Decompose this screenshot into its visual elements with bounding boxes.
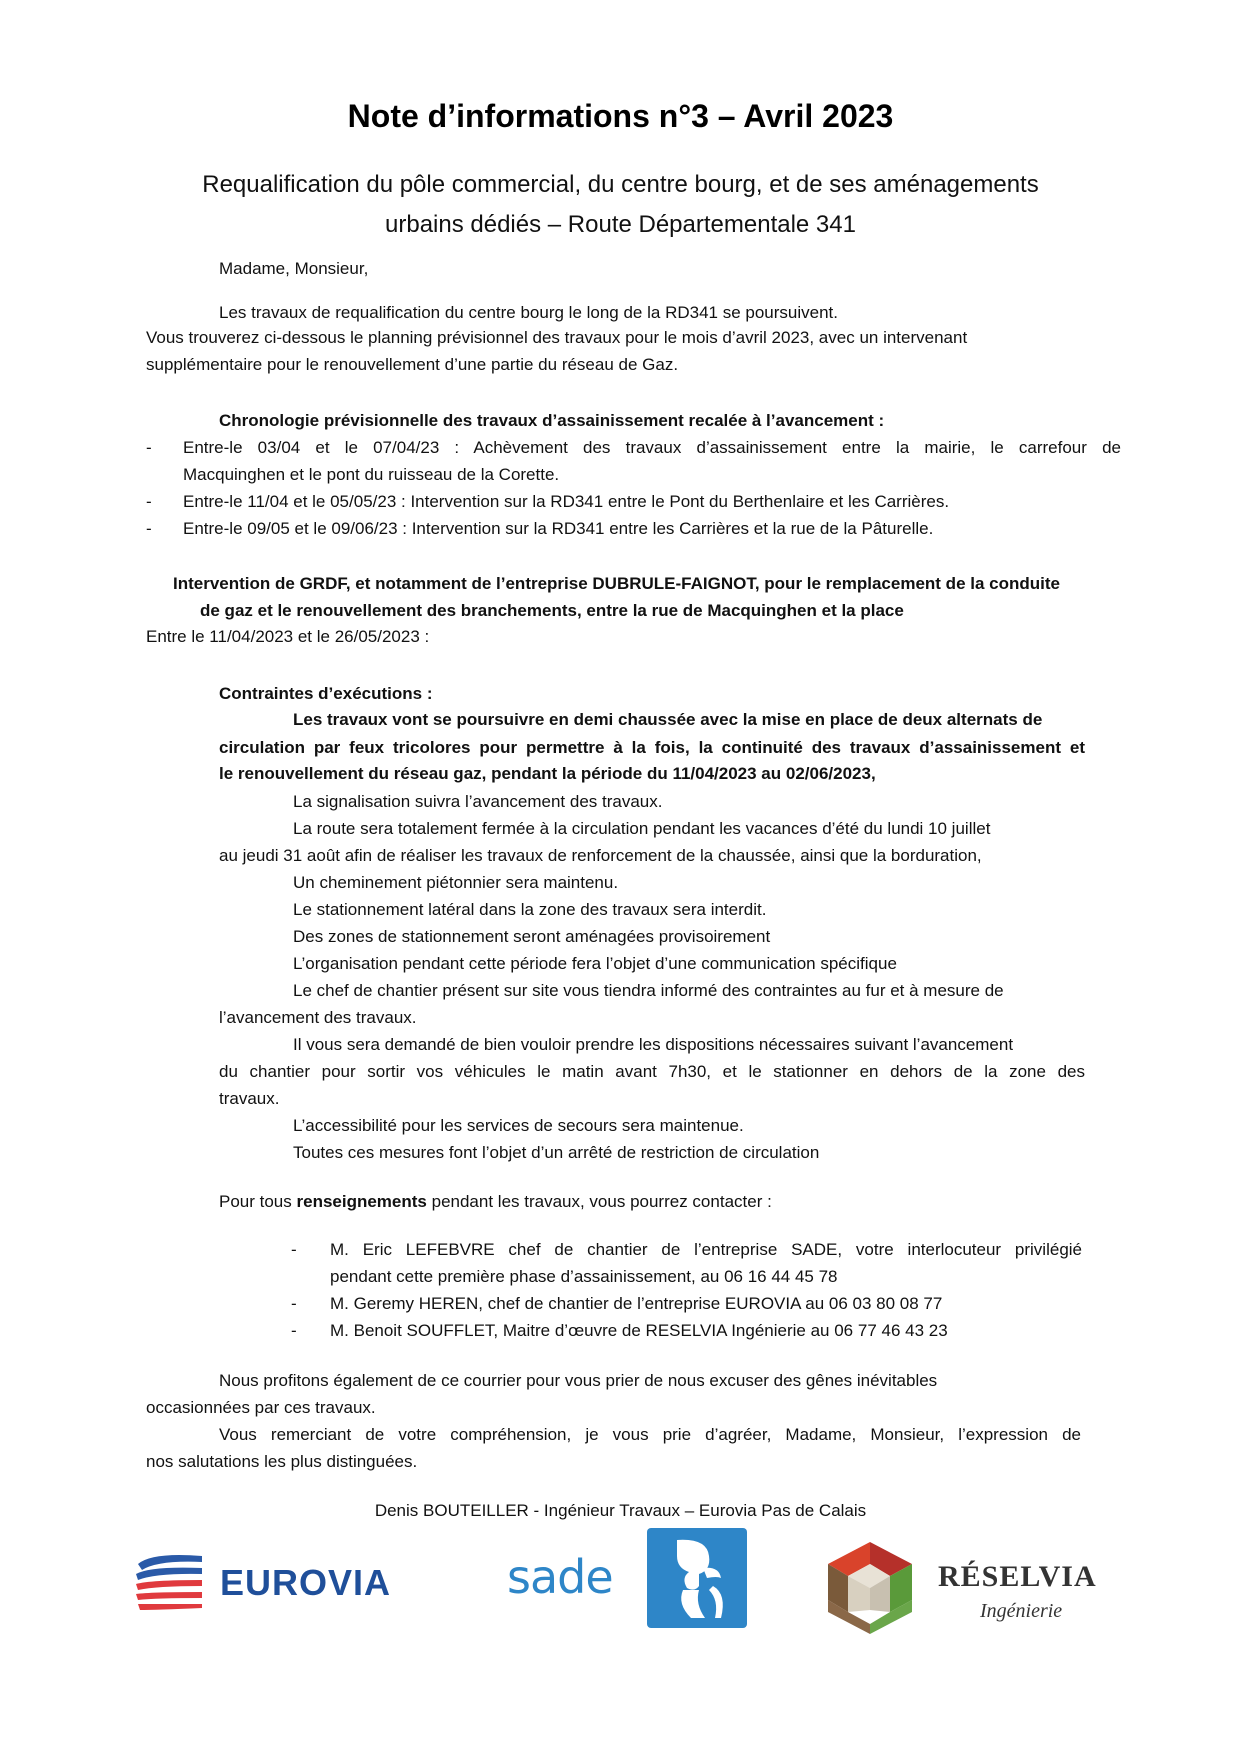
reselvia-cube-logo-icon <box>820 1538 920 1638</box>
reselvia-logo-text: RÉSELVIA <box>938 1560 1097 1593</box>
closing-p1-line-1: Nous profitons également de ce courrier pour vous prier de nous excuser des gênes inévitables <box>219 1371 938 1390</box>
chronologie-item-1 <box>183 434 1121 488</box>
contact-item-1-line-2: pendant cette première phase d’assainissement, au 06 16 44 45 78 <box>330 1267 838 1286</box>
reselvia-logo <box>820 1538 1120 1642</box>
bullet-dash: - <box>291 1294 297 1313</box>
contact-item-2: M. Geremy HEREN, chef de chantier de l’entreprise EUROVIA au 06 03 80 08 77 <box>330 1294 943 1313</box>
eurovia-stripes-logo-icon <box>132 1548 210 1614</box>
intro-line-2: Vous trouverez ci-dessous le planning prévisionnel des travaux pour le mois d’avril 2023, avec un intervenant <box>146 328 968 347</box>
contraintes-bold-line-3: le renouvellement du réseau gaz, pendant la période du 11/04/2023 au 02/06/2023, <box>219 764 876 783</box>
grdf-line-1: Intervention de GRDF, et notamment de l’entreprise DUBRULE-FAIGNOT, pour le remplacement de la conduite <box>173 574 1060 593</box>
grdf-line-2: de gaz et le renouvellement des branchements, entre la rue de Macquinghen et la place <box>200 601 904 620</box>
intro-line-1: Les travaux de requalification du centre bourg le long de la RD341 se poursuivent. <box>219 303 838 322</box>
contraintes-p6: L’organisation pendant cette période fera l’objet d’une communication spécifique <box>293 954 897 973</box>
contraintes-p3: Un cheminement piétonnier sera maintenu. <box>293 873 619 892</box>
contraintes-p9: L’accessibilité pour les services de secours sera maintenue. <box>293 1116 744 1135</box>
contraintes-p2-line-2: au jeudi 31 août afin de réaliser les travaux de renforcement de la chaussée, ainsi que la borduration, <box>219 846 982 865</box>
greeting: Madame, Monsieur, <box>219 259 369 278</box>
intro-line-3: supplémentaire pour le renouvellement d’une partie du réseau de Gaz. <box>146 355 679 374</box>
chronologie-item-1-line-2: Macquinghen et le pont du ruisseau de la Corette. <box>183 465 560 484</box>
contraintes-p5: Des zones de stationnement seront aménagées provisoirement <box>293 927 771 946</box>
subtitle-line-1: Requalification du pôle commercial, du centre bourg, et de ses aménagements <box>202 171 1039 198</box>
grdf-dates: Entre le 11/04/2023 et le 26/05/2023 : <box>146 627 430 646</box>
contraintes-bold-line-2: circulation par feux tricolores pour permettre à la fois, la continuité des travaux d’assainissement et <box>219 738 1085 757</box>
contacts-intro-pre: Pour tous <box>219 1192 297 1211</box>
eurovia-logo <box>132 1548 432 1618</box>
contraintes-bold-line-1: Les travaux vont se poursuivre en demi chaussée avec la mise en place de deux alternats de <box>293 710 1043 729</box>
contraintes-p7-line-1: Le chef de chantier présent sur site vous tiendra informé des contraintes au fur et à mesure de <box>293 981 1004 1000</box>
bullet-dash: - <box>146 492 152 511</box>
bullet-dash: - <box>146 519 152 538</box>
page-title: Note d’informations n°3 – Avril 2023 <box>347 98 894 134</box>
chronologie-item-3: Entre-le 09/05 et le 09/06/23 : Intervention sur la RD341 entre les Carrières et la rue de la Pâturelle. <box>183 519 934 538</box>
closing-p2-line-1: Vous remerciant de votre compréhension, je vous prie d’agréer, Madame, Monsieur, l’expression de <box>219 1425 1081 1444</box>
contacts-intro-post: pendant les travaux, vous pourrez contacter : <box>426 1192 772 1211</box>
contraintes-p7-line-2: l’avancement des travaux. <box>219 1008 417 1027</box>
contraintes-heading: Contraintes d’exécutions : <box>219 684 433 703</box>
bullet-dash: - <box>291 1240 297 1259</box>
contraintes-p10: Toutes ces mesures font l’objet d’un arrêté de restriction de circulation <box>293 1143 820 1162</box>
contraintes-p2-line-1: La route sera totalement fermée à la circulation pendant les vacances d’été du lundi 10 juillet <box>293 819 991 838</box>
sade-figure-logo-icon <box>647 1528 747 1628</box>
reselvia-logo-subtext: Ingénierie <box>980 1600 1063 1622</box>
contact-item-3: M. Benoit SOUFFLET, Maitre d’œuvre de RESELVIA Ingénierie au 06 77 46 43 23 <box>330 1321 948 1340</box>
contacts-intro-bold: renseignements <box>296 1192 427 1211</box>
contraintes-p8-line-3: travaux. <box>219 1089 280 1108</box>
bullet-dash: - <box>291 1321 297 1340</box>
sade-logo <box>507 1528 757 1632</box>
contraintes-p4: Le stationnement latéral dans la zone des travaux sera interdit. <box>293 900 767 919</box>
chronologie-heading: Chronologie prévisionnelle des travaux d’assainissement recalée à l’avancement : <box>219 411 885 430</box>
closing-p1-line-2: occasionnées par ces travaux. <box>146 1398 376 1417</box>
subtitle-line-2: urbains dédiés – Route Départementale 341 <box>385 211 856 238</box>
bullet-dash: - <box>146 438 152 457</box>
sade-logo-text: sade <box>507 1550 613 1604</box>
contacts-intro <box>219 1191 772 1213</box>
eurovia-logo-text: EUROVIA <box>220 1562 392 1603</box>
chronologie-item-2: Entre-le 11/04 et le 05/05/23 : Intervention sur la RD341 entre le Pont du Berthenlaire et les Carrières. <box>183 492 950 511</box>
contact-item-1 <box>330 1236 1082 1290</box>
chronologie-item-1-line-1: Entre-le 03/04 et le 07/04/23 : Achèvement des travaux d’assainissement entre la mairie, le carrefour de <box>183 438 1121 457</box>
signature: Denis BOUTEILLER - Ingénieur Travaux – Eurovia Pas de Calais <box>374 1501 867 1520</box>
contraintes-p8-line-1: Il vous sera demandé de bien vouloir prendre les dispositions nécessaires suivant l’avancement <box>293 1035 1014 1054</box>
page-subtitle <box>100 165 1141 245</box>
contraintes-p1: La signalisation suivra l’avancement des travaux. <box>293 792 663 811</box>
contraintes-p8-line-2: du chantier pour sortir vos véhicules le matin avant 7h30, et le stationner en dehors de la zone des <box>219 1062 1085 1081</box>
contact-item-1-line-1: M. Eric LEFEBVRE chef de chantier de l’entreprise SADE, votre interlocuteur privilégié <box>330 1240 1082 1259</box>
closing-p2-line-2: nos salutations les plus distinguées. <box>146 1452 418 1471</box>
